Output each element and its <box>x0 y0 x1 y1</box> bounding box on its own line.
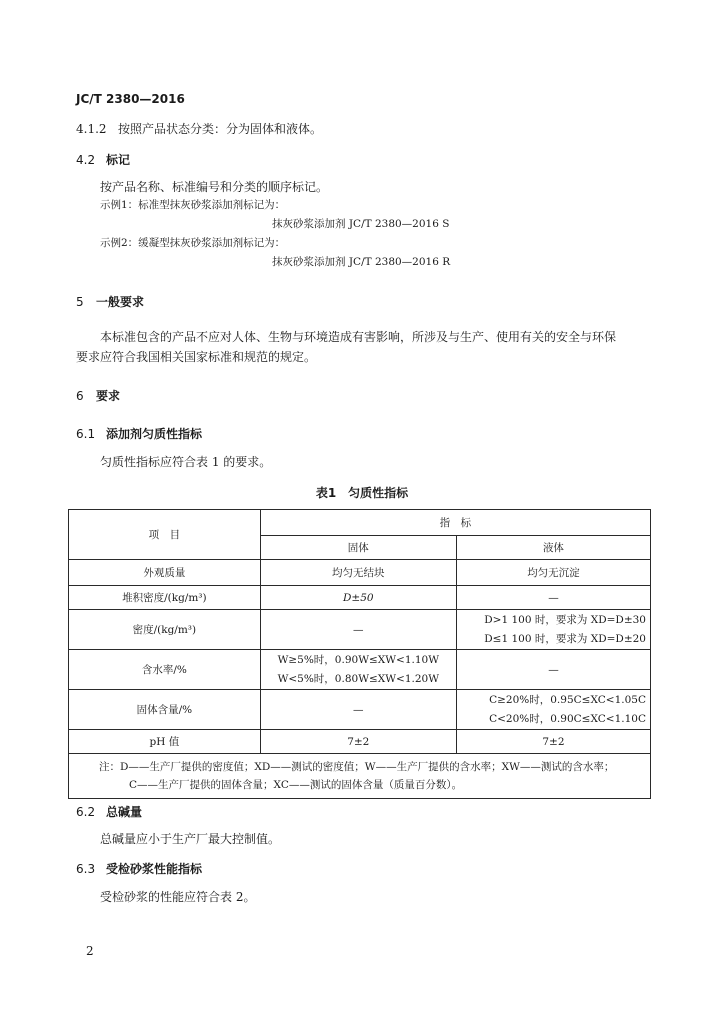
header-solid: 固体 <box>260 536 456 560</box>
example-2-label: 示例2：缓凝型抹灰砂浆添加剂标记为： <box>100 237 286 249</box>
section-title: 受检砂浆性能指标 <box>106 862 203 876</box>
section-number: 4.2 <box>76 153 96 167</box>
table-1-caption: 表1 匀质性指标 <box>315 486 409 500</box>
table-note-row <box>69 754 651 799</box>
example-2-mark: 抹灰砂浆添加剂 JC/T 2380—2016 R <box>272 256 451 268</box>
section-title: 添加剂匀质性指标 <box>106 427 203 441</box>
section-6-2-heading <box>76 803 142 820</box>
row-item: pH 值 <box>69 730 261 754</box>
section-4-2-body: 按产品名称、标准编号和分类的顺序标记。 <box>100 180 329 194</box>
row-solid: 均匀无结块 <box>260 560 456 586</box>
section-number: 6.2 <box>76 805 96 819</box>
row-solid: 7±2 <box>260 730 456 754</box>
section-5-heading <box>76 293 144 310</box>
liquid-line-1: D>1 100 时，要求为 XD=D±30 <box>484 613 646 626</box>
table-row <box>69 690 651 730</box>
row-solid <box>260 650 456 690</box>
note-line-2: C——生产厂提供的固体含量；XC——测试的固体含量（质量百分数）。 <box>129 779 463 791</box>
row-solid: — <box>260 610 456 650</box>
standard-code-header: JC/T 2380—2016 <box>76 92 185 106</box>
row-liquid <box>456 610 650 650</box>
row-item: 堆积密度/(kg/m³) <box>69 586 261 610</box>
section-6-heading <box>76 387 120 404</box>
section-6-2-body: 总碱量应小于生产厂最大控制值。 <box>100 832 281 846</box>
section-6-3-heading <box>76 860 202 877</box>
table-row <box>69 560 651 586</box>
liquid-line-1: C≥20%时，0.95C≤XC<1.05C <box>489 693 646 706</box>
solid-line-2: W<5%时，0.80W≤XW<1.20W <box>277 672 440 685</box>
section-title: 要求 <box>96 389 121 403</box>
row-item: 固体含量/% <box>69 690 261 730</box>
section-number: 6 <box>76 389 84 403</box>
section-5-body-line2: 要求应符合我国相关国家标准和规范的规定。 <box>76 350 317 364</box>
section-6-1-heading <box>76 425 202 442</box>
page-number: 2 <box>86 944 94 958</box>
section-6-1-body: 匀质性指标应符合表 1 的要求。 <box>100 455 272 469</box>
section-number: 4.1.2 <box>76 122 107 136</box>
section-4-1-2 <box>76 121 322 137</box>
section-number: 6.3 <box>76 862 96 876</box>
table-row <box>69 650 651 690</box>
table-row <box>69 610 651 650</box>
row-solid: D±50 <box>260 586 456 610</box>
liquid-line-2: C<20%时，0.90C≤XC<1.10C <box>489 712 646 725</box>
row-liquid: — <box>456 650 650 690</box>
row-liquid: 均匀无沉淀 <box>456 560 650 586</box>
section-4-2-heading <box>76 151 130 168</box>
row-item: 外观质量 <box>69 560 261 586</box>
example-1-label: 示例1：标准型抹灰砂浆添加剂标记为： <box>100 199 286 211</box>
note-line-1: 注：D——生产厂提供的密度值；XD——测试的密度值；W——生产厂提供的含水率；XW——测试的含水率； <box>99 761 615 773</box>
section-number: 6.1 <box>76 427 96 441</box>
table-note <box>69 754 651 799</box>
table-row <box>69 586 651 610</box>
section-5-body-line1: 本标准包含的产品不应对人体、生物与环境造成有害影响，所涉及与生产、使用有关的安全与环保 <box>100 330 617 344</box>
table-row <box>69 730 651 754</box>
table-1 <box>68 509 651 799</box>
row-item: 含水率/% <box>69 650 261 690</box>
section-number: 5 <box>76 295 84 309</box>
row-liquid: 7±2 <box>456 730 650 754</box>
section-text: 按照产品状态分类：分为固体和液体。 <box>118 122 323 136</box>
liquid-line-2: D≤1 100 时，要求为 XD=D±20 <box>484 632 646 645</box>
solid-line-1: W≥5%时，0.90W≤XW<1.10W <box>277 653 440 666</box>
header-item: 项 目 <box>69 510 261 560</box>
header-index: 指 标 <box>260 510 650 536</box>
example-1-mark: 抹灰砂浆添加剂 JC/T 2380—2016 S <box>272 218 450 230</box>
section-6-3-body: 受检砂浆的性能应符合表 2。 <box>100 890 256 904</box>
section-title: 一般要求 <box>96 295 145 309</box>
row-liquid <box>456 690 650 730</box>
row-liquid: — <box>456 586 650 610</box>
row-solid: — <box>260 690 456 730</box>
header-liquid: 液体 <box>456 536 650 560</box>
section-title: 总碱量 <box>106 805 143 819</box>
section-title: 标记 <box>106 153 131 167</box>
row-item: 密度/(kg/m³) <box>69 610 261 650</box>
